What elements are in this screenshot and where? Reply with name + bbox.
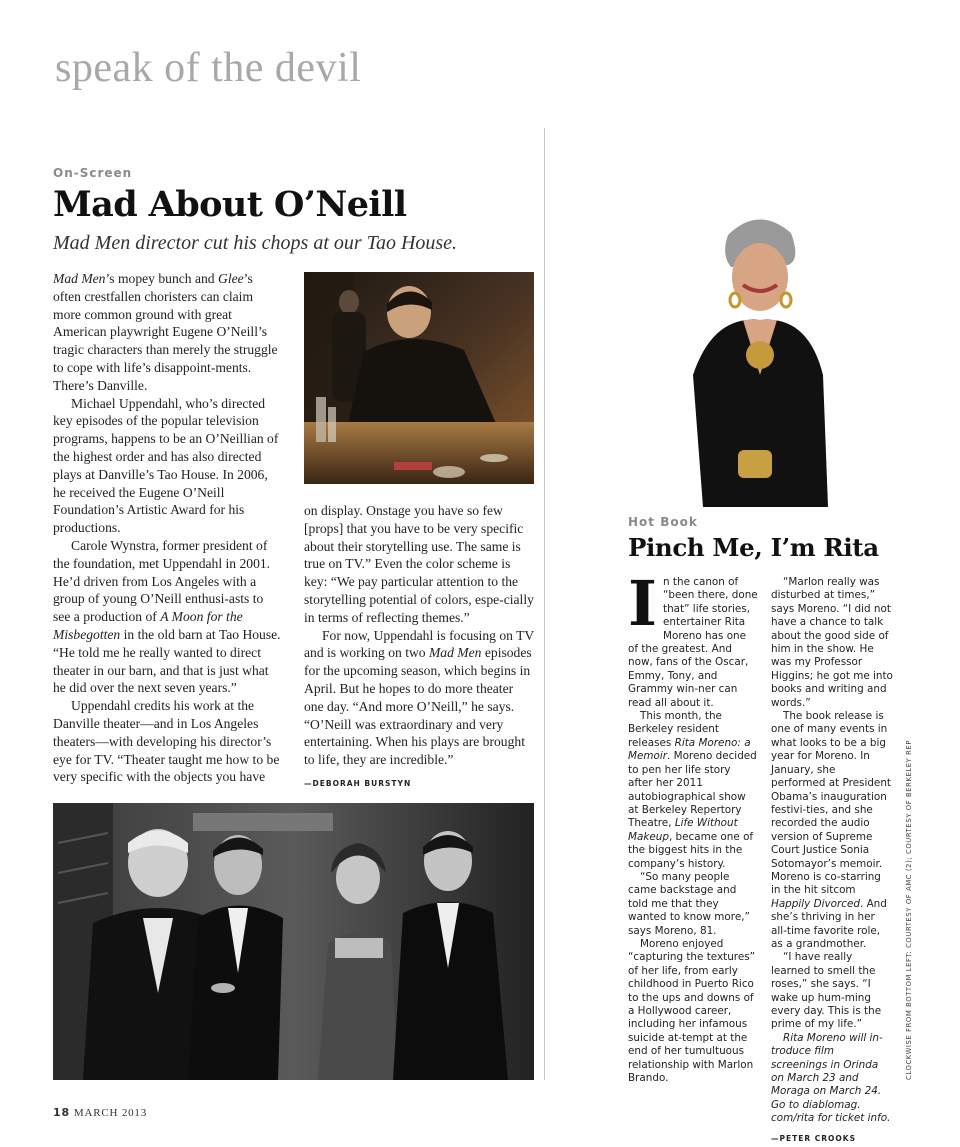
dek-text: director cut his chops at our Tao House. <box>130 232 458 254</box>
article2-paragraph-7: “I have really learned to smell the roses,” she says. “I wake up hum-ming every day. This is the prime of my life.” <box>771 951 882 1031</box>
page-footer <box>53 1106 147 1119</box>
article1-column-1 <box>53 270 283 786</box>
article2-paragraph-6: The book release is one of many events in what looks to be a big year for Moreno. In January, she performed at President Obama’s inauguration festivi-ties, and she recorded the audio version of Supreme Court Justice Sonia Sotomayor’s memoir. Moreno is co-starring in the hit sitcom Happily Divorced. And she’s thriving in her all-time favorite role, as a grandmother. <box>771 710 891 950</box>
article2-column-1 <box>628 567 758 1085</box>
page-number: 18 <box>53 1106 70 1119</box>
column-divider <box>544 128 545 1080</box>
article2-paragraph-5: “Marlon really was disturbed at times,” says Moreno. “I did not have a chance to talk about the good side of him in the show. He was my Professor Higgins; he got me into books and writing and words.” <box>771 576 893 709</box>
article2-paragraph-8: Rita Moreno will in-troduce film screenings in Orinda on March 23 and Moraga on March 24. Go to diablomag. com/rita for ticket info. <box>771 1031 891 1125</box>
article1-headline: Mad About O’Neill <box>53 184 407 225</box>
section-title: speak of the devil <box>55 45 362 91</box>
rita-moreno-portrait <box>683 205 833 507</box>
photo-credit: CLOCKWISE FROM BOTTOM LEFT: COURTESY OF AMC (2); COURTESY OF BERKELEY REP <box>905 739 913 1080</box>
article2-kicker: Hot Book <box>628 515 698 529</box>
article1-column-2 <box>304 502 534 793</box>
article2-paragraph-3: “So many people came backstage and told me that they wanted to know more,” says Moreno, 81. <box>628 870 750 937</box>
article1-paragraph-5: on display. Onstage you have so few [props] that you have to be very specific about their storytelling use. The same is true on TV.” Even the color scheme is key: “We pay particular attention to the storytelling potential of colors, espe-cially in terms of reflecting themes.” <box>304 503 534 625</box>
article2-paragraph-2: This month, the Berkeley resident releases Rita Moreno: a Memoir. Moreno decided to pen her life story after her 2011 autobiographical show at Berkeley Repertory Theatre, Life Without Makeup, became one of the biggest hits in the company’s history. <box>628 710 757 870</box>
article2-headline: Pinch Me, I’m Rita <box>628 533 879 562</box>
article1-paragraph-6: For now, Uppendahl is focusing on TV and is working on two Mad Men episodes for the upcoming season, which begins in April. But he hopes to do more theater one day. “And more O’Neill,” he says. “O’Neill was extraordinary and very entertaining. When his plays are brought to life, they are incredible.” <box>304 627 534 768</box>
article2-column-2 <box>771 576 893 1145</box>
article1-paragraph-3: Carole Wynstra, former president of the foundation, met Uppendahl in 2001. He’d driven from Los Angeles with a group of young O’Neill enthusi-asts to see a production of A Moon for the Misbegotten in the old barn at Tao House. “He told me he really wanted to direct theater in our barn, and that is just what he did over the next seven years.” <box>53 537 281 696</box>
article1-paragraph-2: Michael Uppendahl, who’s directed key episodes of the popular television programs, happens to be an O’Neillian of the highest order and has also directed plays at Danville’s Tao House. In 2006, he received the Eugene O’Neill Foundation’s Artistic Award for his productions. <box>53 395 279 536</box>
article1-byline: —DEBORAH BURSTYN <box>304 778 412 788</box>
article2-byline: —PETER CROOKS <box>771 1133 856 1143</box>
issue-date: MARCH 2013 <box>73 1107 148 1119</box>
article2-paragraph-1: In the canon of “been there, done that” life stories, entertainer Rita Moreno has one of the greatest. And now, fans of the Oscar, Emmy, Tony, and Grammy win-ner can read all about it. <box>628 567 758 709</box>
drop-cap: I <box>628 567 658 640</box>
article1-paragraph-4: Uppendahl credits his work at the Danville theater—and in Los Angeles theaters—with developing his director’s eye for TV. “Theater taught me how to be very specific with the objects you have <box>53 698 280 785</box>
article1-dek <box>53 232 457 255</box>
mad-men-bar-photo <box>304 272 534 484</box>
mad-men-cast-photo <box>53 803 534 1080</box>
article1-kicker: On-Screen <box>53 166 133 180</box>
article1-paragraph-1: Mad Men’s mopey bunch and Glee’s often crestfallen choristers can claim more common ground with great American playwright Eugene O’Neill’s tragic characters than merely the struggle to cope with life’s disappoint-ments. There’s Danville. <box>53 271 278 393</box>
article2-paragraph-4: Moreno enjoyed “capturing the textures” of her life, from early childhood in Puerto Rico to the ups and downs of a Hollywood career, including her infamous suicide at-tempt at the end of her tumultuous relationship with Marlon Brando. <box>628 937 756 1085</box>
dek-show-title: Mad Men <box>53 232 131 254</box>
